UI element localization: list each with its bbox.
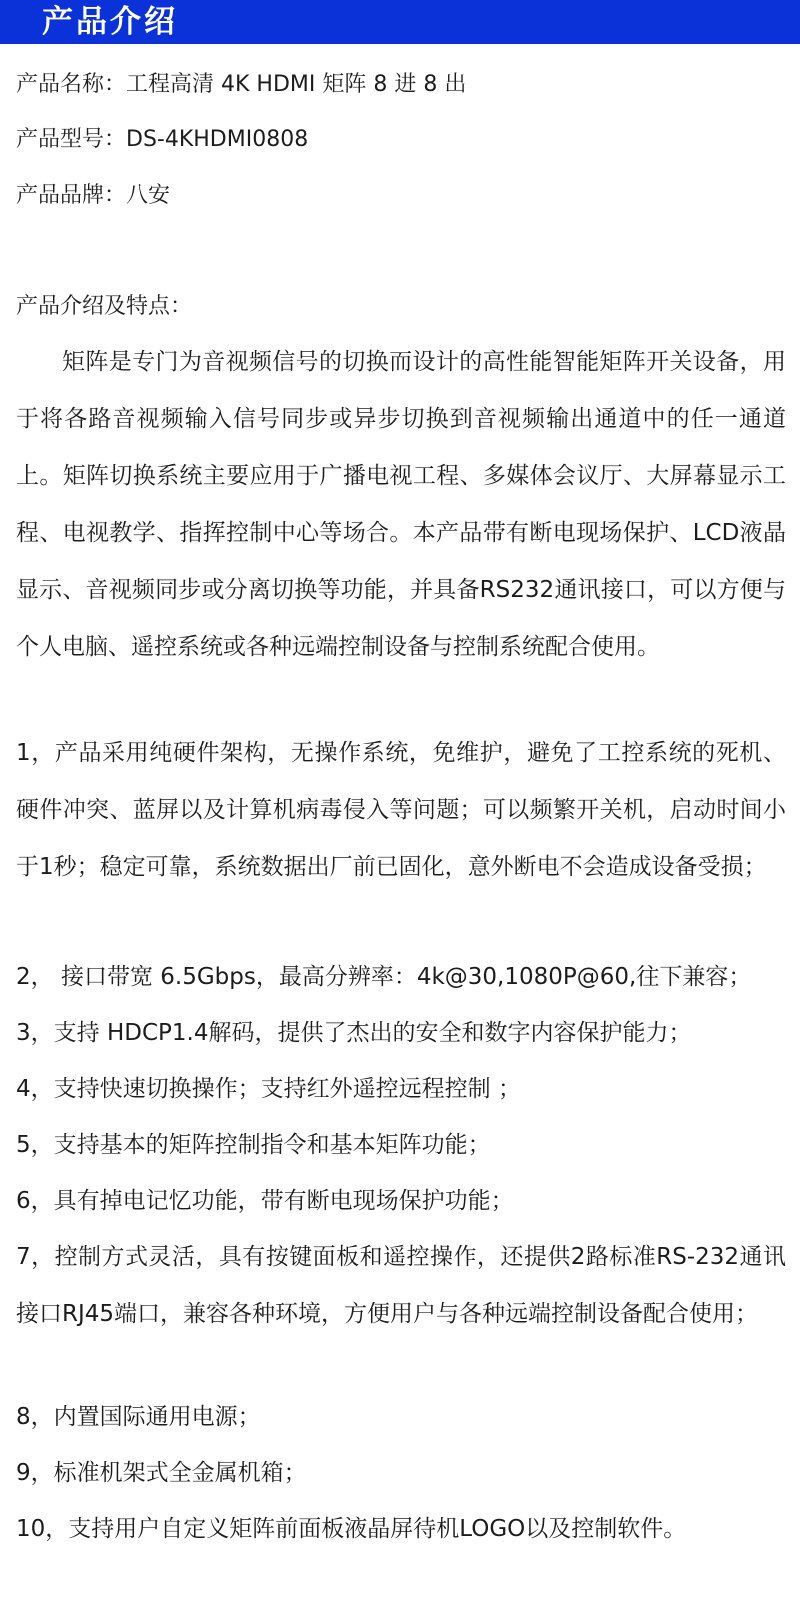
feature-item-3: 3，支持 HDCP1.4解码，提供了杰出的安全和数字内容保护能力； — [16, 1020, 692, 1046]
feature-item-2: 2， 接口带宽 6.5Gbps，最高分辨率：4k@30,1080P@60,往下兼容； — [16, 964, 752, 990]
feature-item-8: 8，内置国际通用电源； — [16, 1404, 261, 1430]
feature-item-4: 4，支持快速切换操作；支持红外遥控远程控制 ； — [16, 1076, 521, 1102]
intro-paragraph: 矩阵是专门为音视频信号的切换而设计的高性能智能矩阵开关设备，用于将各路音视频输入信号同步或异步切换到音视频输出通道中的任一通道上。矩阵切换系统主要应用于广播电视工程、多媒体会议厅、大屏幕显示工程、电视教学、指挥控制中心等场合。本产品带有断电现场保护、LCD液晶显示、音视频同步或分离切换等功能，并具备RS232通讯接口，可以方便与个人电脑、遥控系统或各种远端控制设备与控制系统配合使用。 — [16, 349, 786, 660]
feature-item-9: 9，标准机架式全金属机箱； — [16, 1460, 307, 1486]
features-heading: 产品介绍及特点： — [16, 294, 193, 319]
product-brand: 产品品牌：八安 — [16, 183, 171, 208]
section-header-bar — [0, 0, 800, 44]
feature-item-10: 10，支持用户自定义矩阵前面板液晶屏待机LOGO以及控制软件。 — [16, 1516, 687, 1542]
product-model: 产品型号：DS-4KHDMI0808 — [16, 127, 309, 152]
feature-item-6: 6，具有掉电记忆功能，带有断电现场保护功能； — [16, 1188, 514, 1214]
feature-item-7: 7，控制方式灵活，具有按键面板和遥控操作，还提供2路标准RS-232通讯接口RJ45端口，兼容各种环境，方便用户与各种远端控制设备配合使用； — [16, 1244, 786, 1327]
section-title: 产品介绍 — [42, 4, 178, 40]
feature-item-5: 5，支持基本的矩阵控制指令和基本矩阵功能； — [16, 1132, 491, 1158]
product-name: 产品名称：工程高清 4K HDMI 矩阵 8 进 8 出 — [16, 72, 467, 97]
feature-item-1: 1，产品采用纯硬件架构，无操作系统，免维护，避免了工控系统的死机、硬件冲突、蓝屏以及计算机病毒侵入等问题；可以频繁开关机，启动时间小于1秒；稳定可靠，系统数据出厂前已固化，意外断电不会造成设备受损； — [16, 740, 786, 880]
